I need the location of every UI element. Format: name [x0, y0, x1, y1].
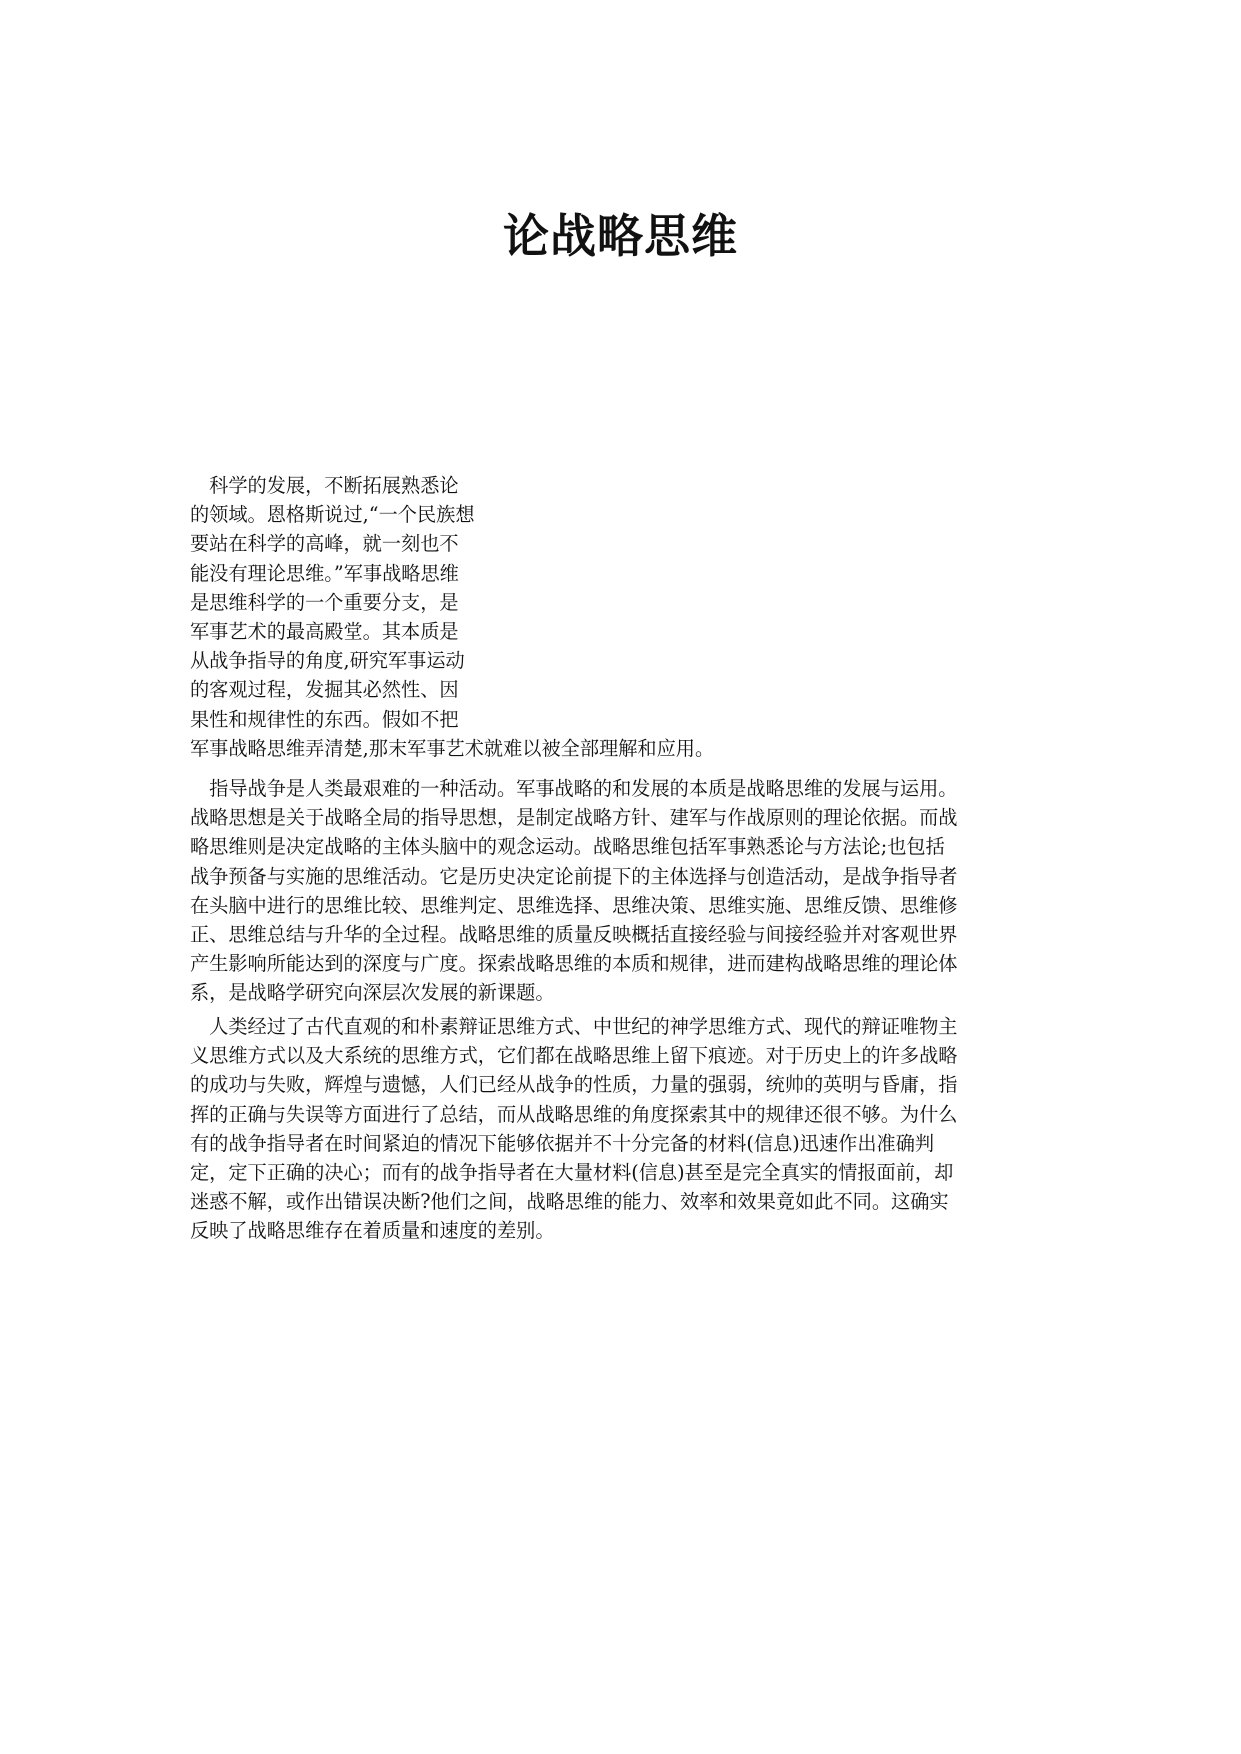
paragraph-line: 有的战争指导者在时间紧迫的情况下能够依据并不十分完备的材料(信息)迅速作出准确判	[190, 1131, 935, 1155]
paragraph-line: 的客观过程，发掘其必然性、因	[190, 678, 459, 702]
paragraph-line: 在头脑中进行的思维比较、思维判定、思维选择、思维决策、思维实施、思维反馈、思维修	[190, 893, 958, 917]
paragraph-line: 战争预备与实施的思维活动。它是历史决定论前提下的主体选择与创造活动，是战争指导者	[190, 864, 958, 888]
paragraph-line: 迷惑不解，或作出错误决断?他们之间，战略思维的能力、效率和效果竟如此不同。这确实	[190, 1190, 949, 1214]
paragraph-line: 能没有理论思维。”军事战略思维	[190, 561, 459, 585]
paragraph-line: 果性和规律性的东西。假如不把	[190, 707, 459, 731]
paragraph-line: 系，是战略学研究向深层次发展的新课题。	[190, 981, 555, 1005]
page-title: 论战略思维	[503, 209, 738, 263]
paragraph-line: 人类经过了古代直观的和朴素辩证思维方式、中世纪的神学思维方式、现代的辩证唯物主	[190, 1015, 958, 1038]
paragraph-line: 反映了战略思维存在着质量和速度的差别。	[190, 1219, 555, 1243]
paragraph-line: 义思维方式以及大系统的思维方式，它们都在战略思维上留下痕迹。对于历史上的许多战略	[190, 1044, 958, 1068]
paragraph-line: 略思维则是决定战略的主体头脑中的观念运动。战略思维包括军事熟悉论与方法论;也包括	[190, 835, 945, 859]
paragraph-line: 的领域。恩格斯说过,“一个民族想	[190, 503, 475, 527]
paragraph-1	[190, 471, 714, 763]
paragraph-line: 的成功与失败，辉煌与遗憾，人们已经从战争的性质，力量的强弱，统帅的英明与昏庸，指	[190, 1073, 958, 1097]
paragraph-line: 科学的发展，不断拓展熟悉论	[190, 474, 459, 497]
paragraph-line: 正、思维总结与升华的全过程。战略思维的质量反映概括直接经验与间接经验并对客观世界	[190, 923, 958, 947]
paragraph-3	[190, 1012, 958, 1246]
paragraph-line: 指导战争是人类最艰难的一种活动。军事战略的和发展的本质是战略思维的发展与运用。	[190, 777, 958, 800]
paragraph-line: 挥的正确与失误等方面进行了总结，而从战略思维的角度探索其中的规律还很不够。为什么	[190, 1102, 958, 1126]
paragraph-line: 定，定下正确的决心；而有的战争指导者在大量材料(信息)甚至是完全真实的情报面前，却	[190, 1161, 954, 1185]
paragraph-line: 军事艺术的最高殿堂。其本质是	[190, 620, 459, 644]
paragraph-2	[190, 774, 958, 1008]
paragraph-line: 产生影响所能达到的深度与广度。探索战略思维的本质和规律，进而建构战略思维的理论体	[190, 952, 958, 976]
paragraph-line: 战略思想是关于战略全局的指导思想，是制定战略方针、建军与作战原则的理论依据。而战	[190, 806, 958, 830]
paragraph-line: 军事战略思维弄清楚,那末军事艺术就难以被全部理解和应用。	[190, 736, 715, 760]
paragraph-line: 从战争指导的角度,研究军事运动	[190, 649, 465, 673]
paragraph-line: 要站在科学的高峰，就一刻也不	[190, 532, 459, 556]
paragraph-line: 是思维科学的一个重要分支，是	[190, 590, 459, 614]
